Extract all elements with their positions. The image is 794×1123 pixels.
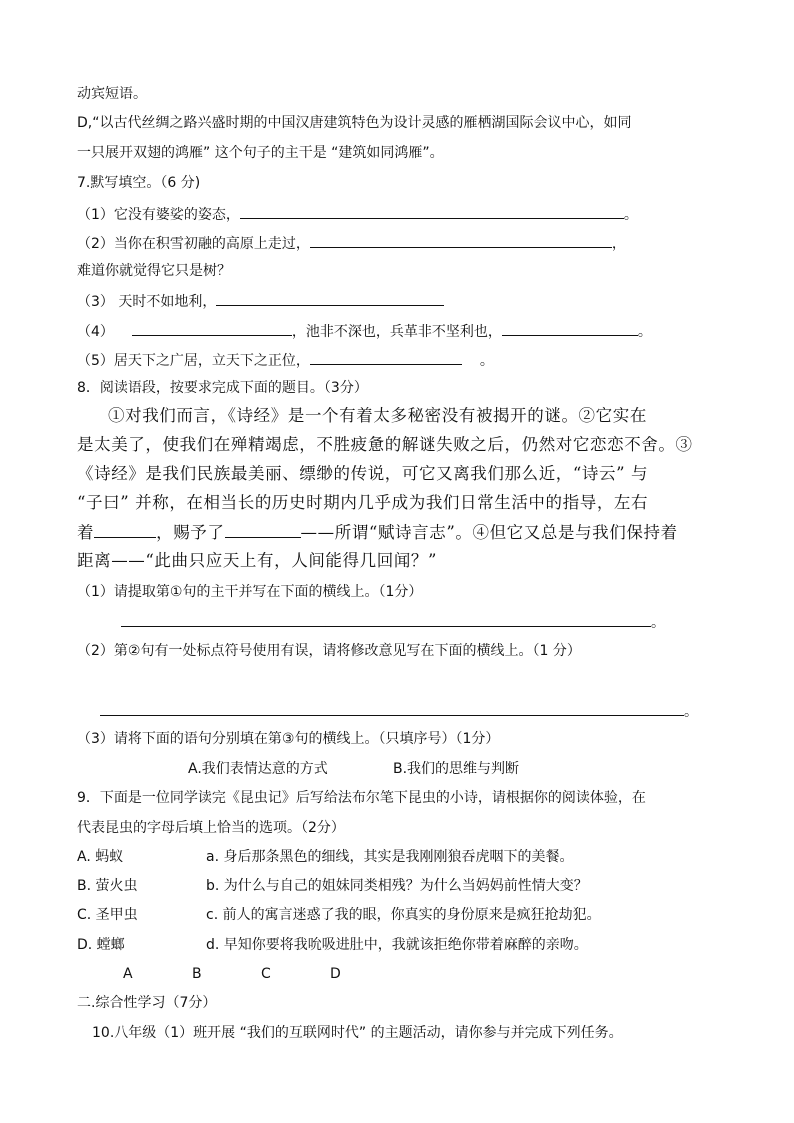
q8-item-3: （3）请将下面的语句分别填在第③句的横线上。（只填序号）（1分） [77,731,500,747]
question-8-title: 8．阅读语段，按要求完成下面的题目。（3分） [77,380,368,396]
q7-item-2-cont: 难道你就觉得它只是树？ [77,263,231,279]
q8-item-2-end: 。 [684,704,698,720]
passage-line [77,522,678,543]
answer-blank[interactable] [94,522,156,538]
answer-blank[interactable] [225,522,301,538]
q8-item-1: （1）请提取第①句的主干并写在下面的横线上。（1分） [77,584,423,600]
q7-item-1-text: （1）它没有婆娑的姿态， [77,207,240,223]
answer-letter[interactable]: B [192,966,202,982]
passage-line: 距离——“此曲只应天上有，人间能得几回闻？” [77,551,438,570]
text-line: 动宾短语。 [77,86,147,102]
q7-item-2-end: ， [611,236,626,252]
q7-item-4-text: ，池非不深也，兵革非不坚利也， [291,324,502,340]
q7-item-2-text: （2）当你在积雪初融的高原上走过， [77,236,310,252]
q7-item-4-end: 。 [637,324,652,340]
answer-letter[interactable]: A [123,966,133,982]
poem-option: d. 早知你要将我吮吸进肚中，我就该拒绝你带着麻醉的亲吻。 [206,937,588,953]
q7-item-4-num: （4） [77,324,114,340]
answer-blank[interactable] [502,320,638,336]
insect-option: A. 蚂蚁 [77,849,124,865]
q8-option-b: B.我们的思维与判断 [393,761,520,777]
section-2-title: 二.综合性学习（7分） [77,995,217,1011]
q7-item-5-text: （5）居天下之广居，立天下之正位， [77,353,310,369]
answer-blank[interactable] [132,320,292,336]
q7-item-2 [77,232,626,254]
answer-blank[interactable] [240,203,624,219]
q7-item-1-end: 。 [623,207,638,223]
question-9-title: 9．下面是一位同学读完《昆虫记》后写给法布尔笔下昆虫的小诗，请根据你的阅读体验，在 [77,790,646,806]
passage-text: 着 [77,523,95,542]
question-7-title: 7.默写填空。（6 分) [77,175,201,191]
insect-option: D. 螳螂 [77,937,125,953]
passage-line: ①对我们而言，《诗经》是一个有着太多秘密没有被揭开的谜。②它实在 [108,406,647,425]
poem-option: b. 为什么与自己的姐妹同类相残？为什么当妈妈前性情大变？ [206,878,588,894]
q7-item-5 [77,349,494,371]
passage-text: ——所谓“赋诗言志”。④但它又总是与我们保持着 [300,523,678,542]
q8-option-a: A.我们表情达意的方式 [188,761,328,777]
poem-option: a. 身后那条黑色的细线，其实是我刚刚狼吞虎咽下的美餐。 [206,849,574,865]
question-10-title: 10.八年级（1）班开展 “我们的互联网时代” 的主题活动，请你参与并完成下列任务。 [92,1025,623,1041]
answer-blank[interactable] [121,611,651,627]
passage-line: “子曰” 并称，在相当长的历史时期内几乎成为我们日常生活中的指导，左右 [77,493,649,512]
text-line: D,“以古代丝绸之路兴盛时期的中国汉唐建筑特色为设计灵感的雁栖湖国际会议中心，如同 [77,115,632,131]
answer-letter[interactable]: D [330,966,341,982]
q8-item-1-end: 。 [651,615,665,631]
answer-blank[interactable] [216,290,444,306]
passage-line: 是太美了，使我们在殚精竭虑，不胜疲惫的解谜失败之后，仍然对它恋恋不舍。③ [77,435,693,454]
poem-option: c. 前人的寓言迷惑了我的眼，你真实的身份原来是疯狂抢劫犯。 [206,907,601,923]
question-9-title-cont: 代表昆虫的字母后填上恰当的选项。（2分） [77,820,345,836]
q7-item-3 [77,290,444,312]
answer-letter[interactable]: C [261,966,271,982]
q7-item-1 [77,203,638,225]
insect-option: C. 圣甲虫 [77,907,138,923]
q8-item-1-answer [121,611,665,633]
q8-item-2-answer [100,700,698,722]
q7-item-3-text: （3） 天时不如地利， [77,294,217,310]
insect-option: B. 萤火虫 [77,878,138,894]
q8-item-2: （2）第②句有一处标点符号使用有误，请将修改意见写在下面的横线上。（1 分） [77,643,581,659]
answer-blank[interactable] [310,232,612,248]
passage-text: ，赐予了 [156,523,225,542]
q7-item-4 [77,320,652,342]
answer-blank[interactable] [100,700,684,716]
answer-blank[interactable] [310,349,462,365]
text-line: 一只展开双翅的鸿雁” 这个句子的主干是 “建筑如同鸿雁”。 [77,145,444,161]
q7-item-5-end: 。 [479,353,494,369]
passage-line: 《诗经》是我们民族最美丽、缥缈的传说，可它又离我们那么近，“诗云” 与 [77,464,649,483]
